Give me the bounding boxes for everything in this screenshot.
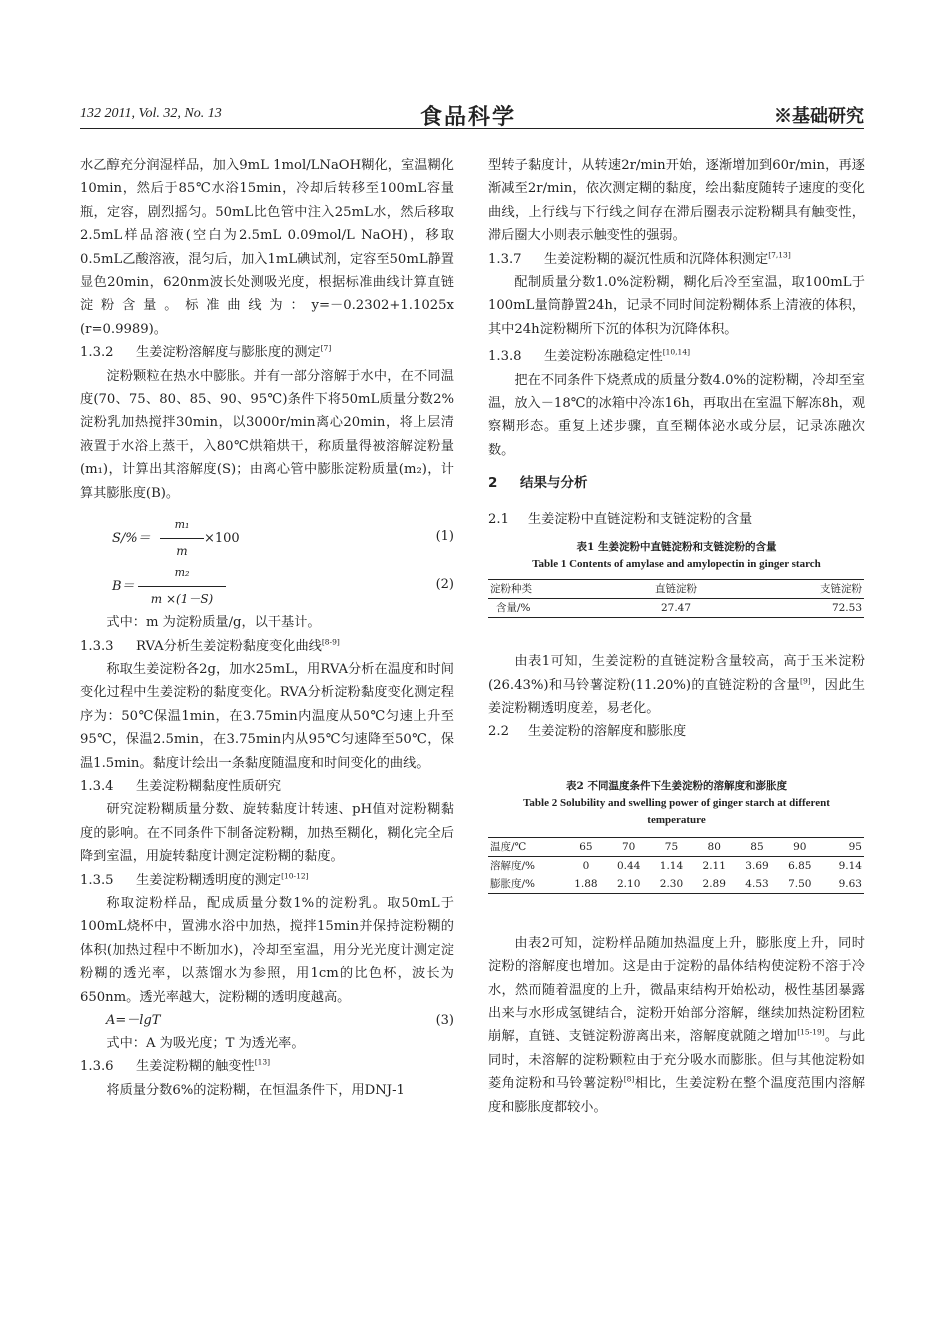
section-heading-major: 2 结果与分析 [488, 475, 588, 492]
section-heading: 1.3.8 生姜淀粉冻融稳定性[10,14] [488, 347, 691, 365]
paragraph: 把在不同条件下烧煮成的质量分数4.0%的淀粉糊，冷却至室温，放入－18℃的冰箱中冷冻16h，再取出在室温下解冻8h，观察糊形态。重复上述步骤，直至糊体泌水或分层，记录冻融次数。 [488, 372, 866, 458]
table-2 [488, 837, 864, 894]
section-heading: 1.3.6 生姜淀粉糊的触变性[13] [80, 1058, 271, 1075]
left-column [80, 154, 454, 1102]
equation-note: 式中：A 为吸光度；T 为透光率。 [106, 1036, 305, 1051]
section-label: ※基础研究 [774, 106, 864, 127]
paragraph: 由表2可知，淀粉样品随加热温度上升，膨胀度上升，同时淀粉的溶解度也增加。这是由于淀粉的晶体结构使淀粉不溶于冷水，然而随着温度的上升，微晶束结构开始松动，极性基团暴露出来与水形成氢键结合，淀粉开始部分溶解，继续加热淀粉团粒崩解，直链、支链淀粉游离出来，溶解度就随之增加[15-19]。与此同时，未溶解的淀粉颗粒由于充分吸水而膨胀。但与其他淀粉如菱角淀粉和马铃薯淀粉[8]相比，生姜淀粉在整个温度范围内溶解度和膨胀度都较小。 [488, 935, 866, 1115]
table-row: 溶解度/% 0 0.44 1.14 2.11 3.69 6.85 9.14 [490, 859, 862, 872]
equation-1: S/%＝ m₁ m ×100 (1) [112, 518, 454, 558]
paragraph: 由表1可知，生姜淀粉的直链淀粉含量较高，高于玉米淀粉(26.43%)和马铃薯淀粉(11.20%)的直链淀粉的含量[9]，因此生姜淀粉糊透明度差，易老化。 [488, 654, 865, 716]
section-heading: 1.3.4 生姜淀粉糊黏度性质研究 [80, 778, 282, 794]
paragraph: 淀粉颗粒在热水中膨胀。并有一部分溶解于水中，在不同温度(70、75、80、85、90、95℃)条件下将50mL质量分数2%淀粉乳加热搅拌30min，以3000r/min离心20min，将上层清液置于水浴上蒸干，入80℃烘箱烘干，称质量得被溶解淀粉量(m₁)，计算出其溶解度(S)；由离心管中膨胀淀粉质量(m₂)，计算其膨胀度(B)。 [80, 368, 454, 501]
paragraph: 配制质量分数1.0%淀粉糊，糊化后冷至室温，取100mL于100mL量筒静置24h，记录不同时间淀粉糊体系上清液的体积，其中24h淀粉糊所下沉的体积为沉降体积。 [488, 275, 865, 337]
journal-title: 食品科学 [420, 105, 517, 130]
section-heading: 2.2 生姜淀粉的溶解度和膨胀度 [488, 724, 687, 740]
paragraph: 将质量分数6%的淀粉糊，在恒温条件下，用DNJ-1 [106, 1082, 405, 1098]
right-column [488, 154, 865, 1119]
paragraph: 称取淀粉样品，配成质量分数1%的淀粉乳。取50mL于100mL烧杯中，置沸水浴中加热，搅拌15min并保持淀粉糊的体积(加热过程中不断加水)，冷却至室温，用分光光度计测定淀粉糊的透光率，以蒸馏水为参照，用1cm的比色杯，波长为650nm。透光率越大，淀粉糊的透明度越高。 [80, 895, 454, 1005]
header-rule [80, 128, 864, 129]
section-heading: 1.3.2 生姜淀粉溶解度与膨胀度的测定[7] [80, 343, 332, 361]
table-row: 膨胀度/% 1.88 2.10 2.30 2.89 4.53 7.50 9.63 [488, 875, 864, 894]
paragraph: 型转子黏度计，从转速2r/min开始，逐渐增加到60r/min，再逐渐减至2r/min，依次测定糊的黏度，绘出黏度随转子速度的变化曲线，上行线与下行线之间存在滞后圈表示淀粉糊具有触变性，滞后圈大小则表示触变性的强弱。 [488, 158, 865, 244]
table-row: 含量/% 27.47 72.53 [488, 599, 864, 618]
equation-note: 式中：m 为淀粉质量/g，以干基计。 [106, 615, 321, 631]
equation-3: A=－lgT (3) [106, 1013, 454, 1028]
paragraph: 水乙醇充分润湿样品，加入9mL 1mol/LNaOH糊化，室温糊化10min，然后于85℃水浴15min，冷却后转移至100mL容量瓶，定容，剧烈摇匀。50mL比色管中注入25mL水，然后移取2.5mL样品溶液(空白为2.5mL 0.09mol/L NaOH)，移取0.5mL乙酸溶液，混匀后，加入1mL碘试剂，定容至50mL静置显色20min，620nm波长处测吸光度，根据标准曲线计算直链淀粉含量。标准曲线为：y=－0.2302+1.1025x (r=0.9989)。 [80, 158, 454, 337]
table-1 [488, 579, 864, 618]
paragraph: 研究淀粉糊质量分数、旋转黏度计转速、pH值对淀粉糊黏度的影响。在不同条件下制备淀粉糊，加热至糊化，糊化完全后降到室温，用旋转黏度计测定淀粉糊的黏度。 [80, 802, 454, 865]
paragraph: 称取生姜淀粉各2g，加水25mL，用RVA分析在温度和时间变化过程中生姜淀粉的黏度变化。RVA分析淀粉黏度变化测定程序为：50℃保温1min，在3.75min内温度从50℃匀速上升至95℃，保温2.5min，在3.75min内从95℃匀速降至50℃，保温1.5min。黏度计绘出一条黏度随温度和时间变化的曲线。 [80, 661, 454, 771]
section-heading: 2.1 生姜淀粉中直链淀粉和支链淀粉的含量 [488, 511, 753, 527]
section-heading: 1.3.5 生姜淀粉糊透明度的测定[10-12] [80, 871, 309, 888]
equation-2: B＝ m₂ m ×(1－S) (2) [112, 566, 454, 606]
table-1-caption-cn: 表1 生姜淀粉中直链淀粉和支链淀粉的含量 [576, 541, 777, 554]
table-2-caption-cn: 表2 不同温度条件下生姜淀粉的溶解度和澎胀度 [566, 779, 787, 792]
section-heading: 1.3.7 生姜淀粉糊的凝沉性质和沉降体积测定[7,13] [488, 250, 791, 267]
table-1-caption-en: Table 1 Contents of amylase and amylopectin in ginger starch [532, 558, 821, 571]
page-info: 132 2011, Vol. 32, No. 13 [80, 106, 222, 121]
table-header-row: 淀粉种类 直链淀粉 支链淀粉 [488, 580, 864, 599]
table-2-caption-en: Table 2 Solubility and swelling power of ginger starch at different temperature [523, 796, 830, 826]
section-heading: 1.3.3 RVA分析生姜淀粉黏度变化曲线[8-9] [80, 637, 340, 654]
table-header-row: 温度/℃ 65 70 75 80 85 90 95 [488, 837, 864, 856]
